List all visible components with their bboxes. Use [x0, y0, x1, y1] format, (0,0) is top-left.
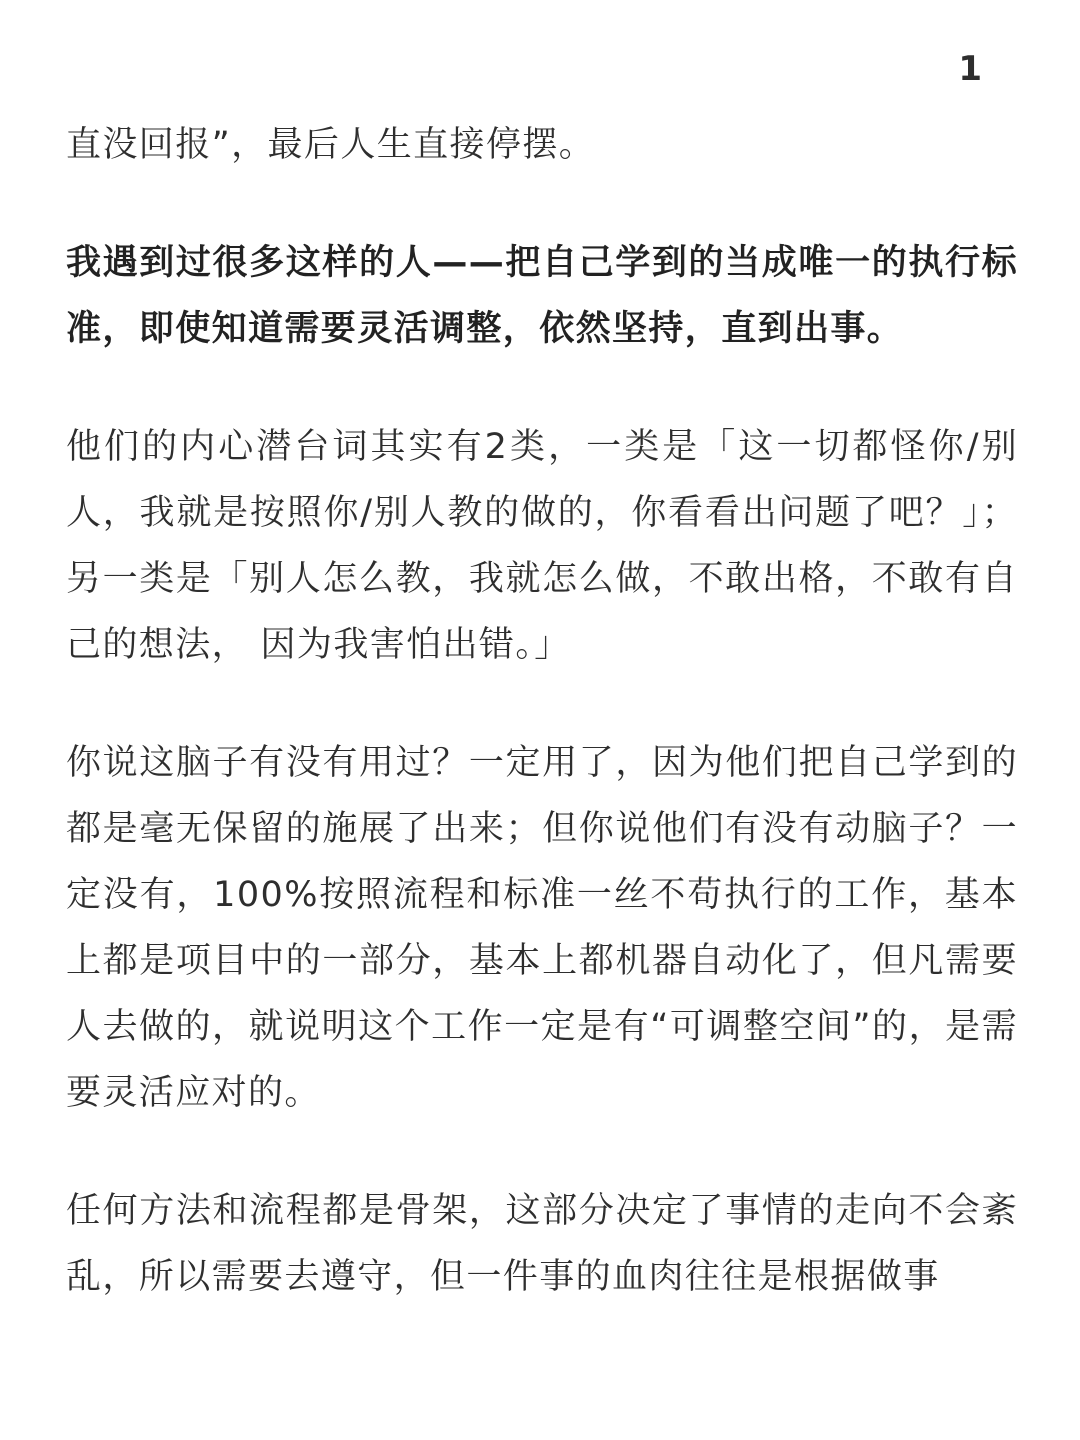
paragraph-inner-monologue: 他们的内心潜台词其实有2类，一类是「这一切都怪你/别人，我就是按照你/别人教的做的，你看看出问题了吧？」；另一类是「别人怎么教，我就怎么做，不敢出格，不敢有自己的想法， 因为我害怕出错。」 [66, 427, 1018, 665]
paragraph-bold-highlight: 我遇到过很多这样的人——把自己学到的当成唯一的执行标准，即使知道需要灵活调整，依然坚持，直到出事。 [66, 243, 1018, 349]
paragraph-methods-skeleton: 任何方法和流程都是骨架，这部分决定了事情的走向不会紊乱，所以需要去遵守，但一件事的血肉往往是根据做事 [66, 1191, 1018, 1297]
paragraph-continuation: 直没回报”，最后人生直接停摆。 [66, 125, 596, 165]
page-number: 1 [958, 49, 982, 89]
paragraph-using-brain: 你说这脑子有没有用过？一定用了，因为他们把自己学到的都是毫无保留的施展了出来；但你说他们有没有动脑子？一定没有，100%按照流程和标准一丝不苟执行的工作，基本上都是项目中的一部分，基本上都机器自动化了，但凡需要人去做的，就说明这个工作一定是有“可调整空间”的，是需要灵活应对的。 [66, 743, 1018, 1113]
article-body [66, 112, 1018, 1310]
